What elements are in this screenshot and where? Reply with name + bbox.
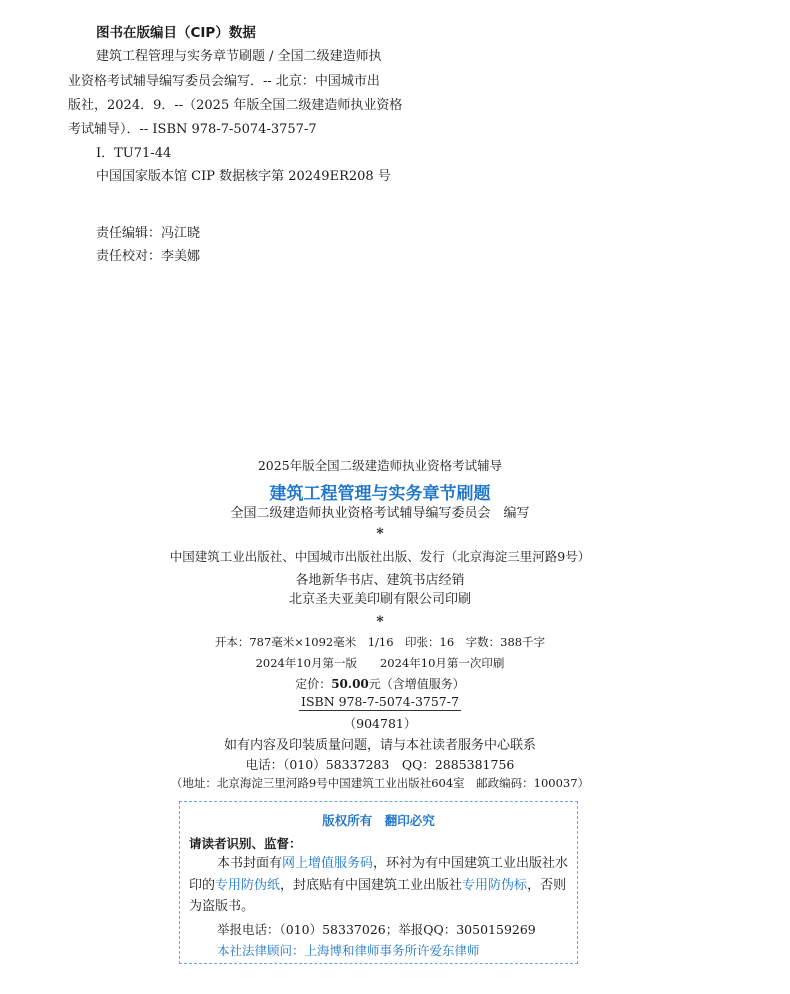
cip-line-4: 考试辅导）．-- ISBN 978-7-5074-3757-7	[68, 122, 317, 137]
anti-piracy-notice	[179, 801, 578, 964]
notice-body	[189, 853, 571, 918]
copyright-title: 版权所有 翻印必究	[322, 813, 435, 828]
notice-highlight-service-code: 网上增值服务码	[282, 856, 374, 871]
book-code: （904781）	[343, 716, 417, 731]
cip-line-1: 建筑工程管理与实务章节刷题 / 全国二级建造师执	[96, 49, 382, 64]
responsible-editor: 责任编辑：冯江晓	[96, 226, 201, 241]
cip-line-5: Ⅰ．TU71-44	[96, 146, 172, 161]
price-value: 50.00	[331, 677, 369, 691]
isbn-number: ISBN 978-7-5074-3757-7	[301, 694, 459, 709]
notice-body-text-4: ，否则为盗版书。	[189, 877, 567, 914]
cip-line-3: 版社，2024．9．--（2025 年版全国二级建造师执业资格	[68, 98, 403, 113]
format-spec: 开本：787毫米×1092毫米 1/16 印张：16 字数：388千字	[214, 635, 546, 649]
price-label: 定价：	[295, 677, 332, 691]
separator-star-2: *	[376, 614, 384, 630]
price-line	[0, 675, 760, 692]
distributor-line: 各地新华书店、建筑书店经销	[295, 573, 465, 588]
printer-line: 北京圣夫亚美印刷有限公司印刷	[288, 592, 471, 607]
series-name: 2025年版全国二级建造师执业资格考试辅导	[257, 458, 503, 473]
publisher-line: 中国建筑工业出版社、中国城市出版社出版、发行（北京海淀三里河路9号）	[169, 549, 591, 564]
notice-highlight-security-label: 专用防伪标	[462, 877, 528, 893]
edition-line: 2024年10月第一版 2024年10月第一次印刷	[255, 656, 505, 670]
notice-highlight-security-paper: 专用防伪纸	[215, 877, 281, 893]
contact-line: 如有内容及印装质量问题，请与本社读者服务中心联系	[223, 738, 536, 753]
cip-line-6: 中国国家版本馆 CIP 数据核字第 20249ER208 号	[96, 169, 391, 184]
cip-title: 图书在版编目（CIP）数据	[96, 25, 256, 41]
cip-line-2: 业资格考试辅导编写委员会编写．-- 北京：中国城市出	[68, 74, 380, 89]
phone-line: 电话：（010）58337283 QQ：2885381756	[245, 757, 515, 772]
editorial-body: 全国二级建造师执业资格考试辅导编写委员会 编写	[230, 506, 530, 521]
notice-body-text-3: ，封底贴有中国建筑工业出版社	[280, 877, 463, 893]
notice-body-text-1: 本书封面有	[217, 856, 283, 871]
notice-body-text-2: ，环衬为有中国建筑工业出版社水印的	[189, 856, 569, 893]
book-title: 建筑工程管理与实务章节刷题	[269, 484, 491, 504]
address-line: （地址：北京海淀三里河路9号中国建筑工业出版社604室 邮政编码：100037）	[170, 776, 590, 790]
price-suffix: 元（含增值服务）	[368, 677, 465, 691]
legal-counsel-line: 本社法律顾问：上海博和律师事务所许爱东律师	[217, 943, 480, 958]
report-line: 举报电话：（010）58337026；举报QQ：3050159269	[217, 922, 536, 937]
responsible-proofreader: 责任校对：李美娜	[96, 249, 201, 264]
separator-star-1: *	[376, 526, 384, 542]
isbn-line	[0, 694, 760, 711]
notice-heading: 请读者识别、监督：	[189, 836, 302, 851]
